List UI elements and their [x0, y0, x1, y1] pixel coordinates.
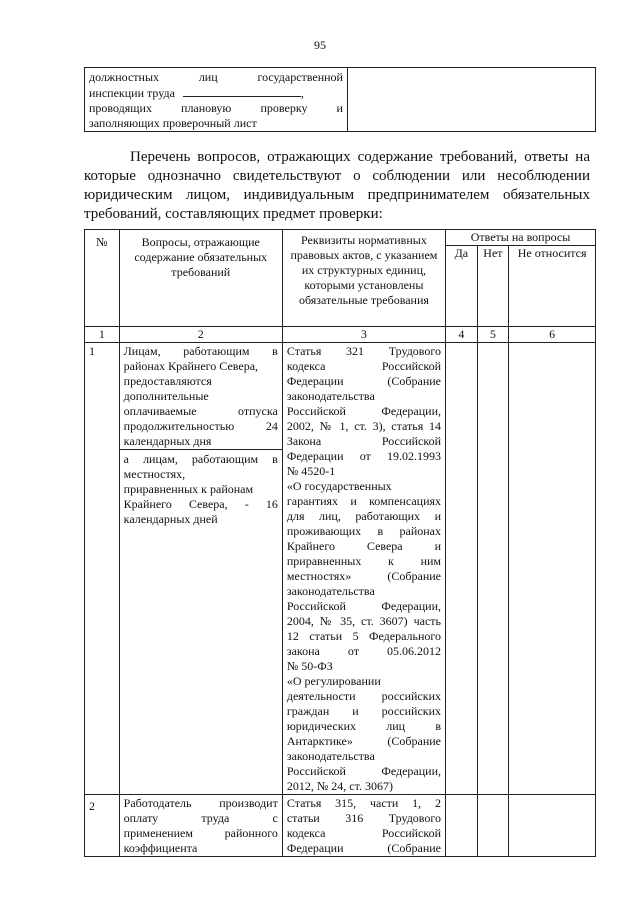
row-1-requisites: Статья 321 Трудового кодекса Российской Федерации (Собрание законодательства Российской Федерации, 2002, № 1, ст. 3), статья 14 Закона Российской Федерации от 19.02.1993 № 4520-1 «О государственных гарантиях и компенсациях для лиц, работающих и проживающих в районах Крайнего Севера и приравненных к ним местностях» (Собрание законодательства Российской Федерации, 2004, № 35, ст. 3607) часть 12 статьи 5 Федерального закона от 05.06.2012 № 50-ФЗ «О регулировании деятельности российских граждан и российских юридических лиц в Антарктике» (Собрание законодательства Российской Федерации, 2012, № 24, ст. 3067) — [282, 343, 445, 795]
official-header-table — [84, 67, 596, 132]
header-num: № — [85, 230, 120, 327]
official-header-cell — [85, 68, 348, 132]
header-answers: Ответы на вопросы — [446, 230, 596, 246]
header-line-4: заполняющих проверочный лист — [89, 116, 257, 130]
row-2-answer-no[interactable] — [477, 795, 509, 857]
col-num-1: 1 — [85, 327, 120, 343]
header-line-3: проводящих плановую проверку и — [89, 101, 343, 115]
row-2-question: Работодатель производит оплату труда с применением районного коэффициента — [119, 795, 282, 857]
header-na: Не относится — [509, 246, 596, 327]
fill-in-blank[interactable] — [183, 85, 301, 97]
table-row — [85, 795, 596, 857]
row-2-answer-yes[interactable] — [446, 795, 478, 857]
row-2-answer-na[interactable] — [509, 795, 596, 857]
row-1-answer-yes[interactable] — [446, 343, 478, 795]
col-num-4: 4 — [446, 327, 478, 343]
col-num-6: 6 — [509, 327, 596, 343]
header-questions: Вопросы, отражающие содержание обязательных требований — [119, 230, 282, 327]
row-1-question: Лицам, работающим в районах Крайнего Севера, предоставляются дополнительные оплачиваемые отпуска продолжительностью 24 календарных дня а лицам, работающим в местностях, приравненных к районам Крайнего Севера, - 16 календарных дней — [119, 343, 282, 795]
column-number-row — [85, 327, 596, 343]
checklist-table — [84, 229, 596, 857]
header-no: Нет — [477, 246, 509, 327]
row-1-answer-na[interactable] — [509, 343, 596, 795]
official-header-empty-cell — [348, 68, 596, 132]
header-requisites: Реквизиты нормативных правовых актов, с указанием их структурных единиц, которыми установлены обязательные требования — [282, 230, 445, 327]
table-row — [85, 343, 596, 795]
row-1-sub-question: а лицам, работающим в местностях, приравненных к районам Крайнего Севера, - 16 календарных дней — [120, 449, 282, 527]
col-num-2: 2 — [119, 327, 282, 343]
intro-paragraph: Перечень вопросов, отражающих содержание требований, ответы на которые однозначно свидетельствуют о соблюдении или несоблюдении юридическим лицом, индивидуальным предпринимателем обязательных требований, составляющих предмет проверки: — [84, 149, 590, 222]
row-1-num: 1 — [85, 343, 120, 795]
header-line-1: должностных лиц государственной — [89, 70, 343, 84]
row-2-requisites: Статья 315, части 1, 2 статьи 316 Трудового кодекса Российской Федерации (Собрание — [282, 795, 445, 857]
col-num-5: 5 — [477, 327, 509, 343]
header-line-2: инспекции труда , — [89, 86, 304, 100]
page-number: 95 — [314, 38, 326, 52]
table-header-row — [85, 230, 596, 246]
header-yes: Да — [446, 246, 478, 327]
row-1-answer-no[interactable] — [477, 343, 509, 795]
row-2-num: 2 — [85, 795, 120, 857]
col-num-3: 3 — [282, 327, 445, 343]
